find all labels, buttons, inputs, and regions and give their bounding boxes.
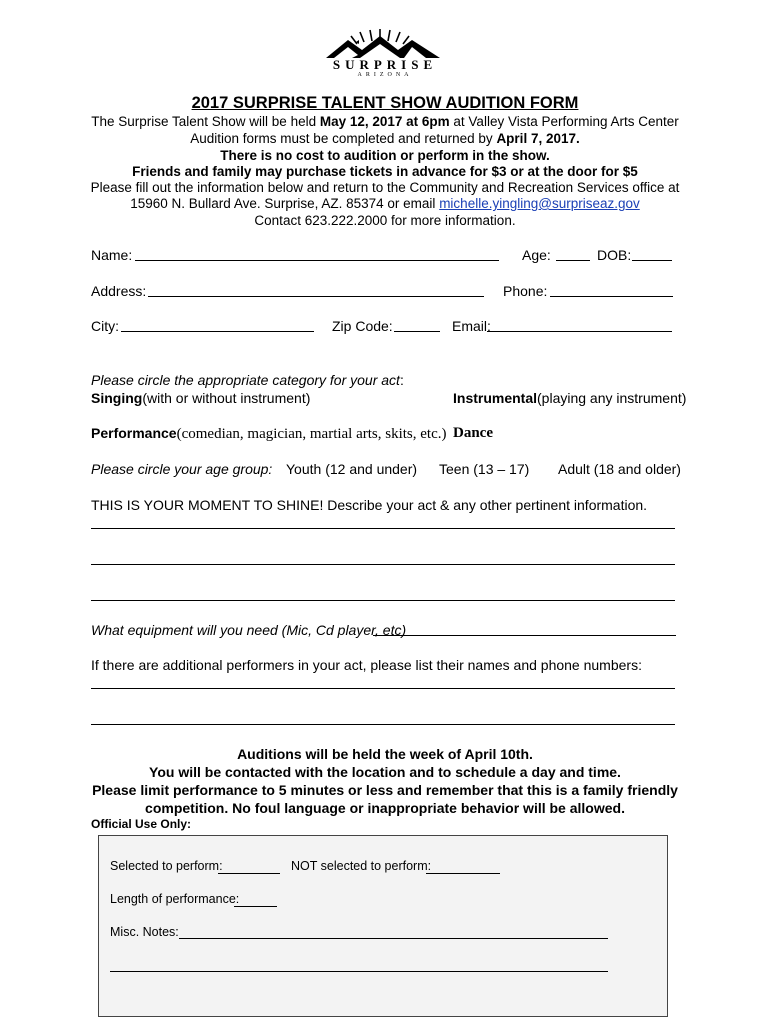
show-date: May 12, 2017 at 6pm bbox=[319, 114, 450, 129]
fill-out-note: Please fill out the information below and return to the Community and Recreation Services office at bbox=[90, 180, 680, 195]
instrumental-note: (playing any instrument) bbox=[537, 390, 687, 406]
auditions-line-1: Auditions will be held the week of April 10th. bbox=[237, 746, 533, 762]
intro-line-1 bbox=[0, 114, 770, 129]
performance-label: Performance bbox=[91, 425, 177, 441]
describe-prompt: THIS IS YOUR MOMENT TO SHINE! Describe your act & any other pertinent information. bbox=[91, 497, 648, 513]
auditions-line-2: You will be contacted with the location and to schedule a day and time. bbox=[149, 764, 621, 780]
misc-notes-line-2[interactable] bbox=[110, 971, 608, 972]
category-instrumental[interactable] bbox=[453, 390, 686, 406]
length-field[interactable] bbox=[234, 906, 277, 907]
performance-note: (comedian, magician, martial arts, skits, etc.) bbox=[176, 426, 447, 442]
logo-subtitle: ARIZONA bbox=[357, 72, 413, 78]
auditions-line-4: competition. No foul language or inappropriate behavior will be allowed. bbox=[145, 800, 625, 816]
email-link[interactable]: michelle.yingling@surpriseaz.gov bbox=[439, 196, 640, 211]
age-field[interactable] bbox=[556, 260, 590, 261]
equipment-prompt: What equipment will you need (Mic, Cd player, etc) bbox=[91, 622, 407, 638]
official-use-heading: Official Use Only: bbox=[91, 817, 192, 831]
address-field[interactable] bbox=[148, 296, 484, 297]
not-selected-label: NOT selected to perform: bbox=[291, 859, 432, 873]
logo-name: SURPRISE bbox=[332, 57, 438, 72]
misc-notes-field[interactable] bbox=[179, 938, 608, 939]
mountain-sun-icon bbox=[300, 28, 470, 60]
age-group-adult[interactable]: Adult (18 and older) bbox=[558, 461, 681, 477]
describe-line-3[interactable] bbox=[91, 600, 675, 601]
venue-text: at Valley Vista Performing Arts Center bbox=[449, 114, 679, 129]
contact-line: Contact 623.222.2000 for more information. bbox=[254, 213, 516, 228]
official-use-box bbox=[98, 835, 668, 1017]
intro-line-2 bbox=[0, 131, 770, 146]
singing-label: Singing bbox=[91, 390, 143, 406]
office-address: 15960 N. Bullard Ave. Surprise, AZ. 85374 or email bbox=[130, 196, 440, 211]
category-performance[interactable] bbox=[91, 425, 447, 443]
phone-field[interactable] bbox=[550, 296, 673, 297]
tickets-note: Friends and family may purchase tickets in advance for $3 or at the door for $5 bbox=[132, 164, 638, 179]
age-group-teen[interactable]: Teen (13 – 17) bbox=[439, 461, 530, 477]
selected-field[interactable] bbox=[218, 873, 280, 874]
zip-field[interactable] bbox=[394, 331, 440, 332]
not-selected-field[interactable] bbox=[426, 873, 500, 874]
age-group-prompt: Please circle your age group: bbox=[91, 461, 273, 477]
selected-label: Selected to perform: bbox=[110, 859, 223, 873]
address-label: Address: bbox=[91, 283, 147, 299]
age-group-youth[interactable]: Youth (12 and under) bbox=[286, 461, 418, 477]
logo bbox=[300, 28, 470, 80]
additional-performers-prompt: If there are additional performers in your act, please list their names and phone numbers: bbox=[91, 657, 642, 673]
misc-notes-label: Misc. Notes: bbox=[110, 925, 179, 939]
category-prompt-colon: : bbox=[399, 372, 404, 388]
address-line bbox=[0, 196, 770, 211]
age-label: Age: bbox=[522, 247, 551, 263]
equipment-field[interactable] bbox=[373, 635, 676, 636]
deadline-text: Audition forms must be completed and returned by bbox=[190, 131, 497, 146]
zip-label: Zip Code: bbox=[332, 318, 393, 334]
phone-label: Phone: bbox=[503, 283, 548, 299]
dob-label: DOB: bbox=[597, 247, 632, 263]
category-dance[interactable]: Dance bbox=[453, 425, 493, 441]
deadline-date: April 7, 2017. bbox=[496, 131, 580, 146]
category-prompt-text: Please circle the appropriate category for your act bbox=[91, 372, 400, 388]
instrumental-label: Instrumental bbox=[453, 390, 538, 406]
length-label: Length of performance: bbox=[110, 892, 240, 906]
city-field[interactable] bbox=[121, 331, 314, 332]
email-field[interactable] bbox=[487, 331, 672, 332]
additional-line-2[interactable] bbox=[91, 724, 675, 725]
category-prompt bbox=[91, 372, 404, 388]
describe-line-2[interactable] bbox=[91, 564, 675, 565]
page-title: 2017 SURPRISE TALENT SHOW AUDITION FORM bbox=[191, 94, 579, 112]
name-label: Name: bbox=[91, 247, 133, 263]
auditions-line-3: Please limit performance to 5 minutes or less and remember that this is a family friendly bbox=[92, 782, 678, 798]
email-label: Email: bbox=[452, 318, 491, 334]
intro-text: The Surprise Talent Show will be held bbox=[91, 114, 320, 129]
singing-note: (with or without instrument) bbox=[142, 390, 311, 406]
additional-line-1[interactable] bbox=[91, 688, 675, 689]
dob-field[interactable] bbox=[632, 260, 672, 261]
no-cost-note: There is no cost to audition or perform in the show. bbox=[220, 148, 550, 163]
city-label: City: bbox=[91, 318, 119, 334]
name-field[interactable] bbox=[135, 260, 499, 261]
describe-line-1[interactable] bbox=[91, 528, 675, 529]
category-singing[interactable] bbox=[91, 390, 310, 406]
